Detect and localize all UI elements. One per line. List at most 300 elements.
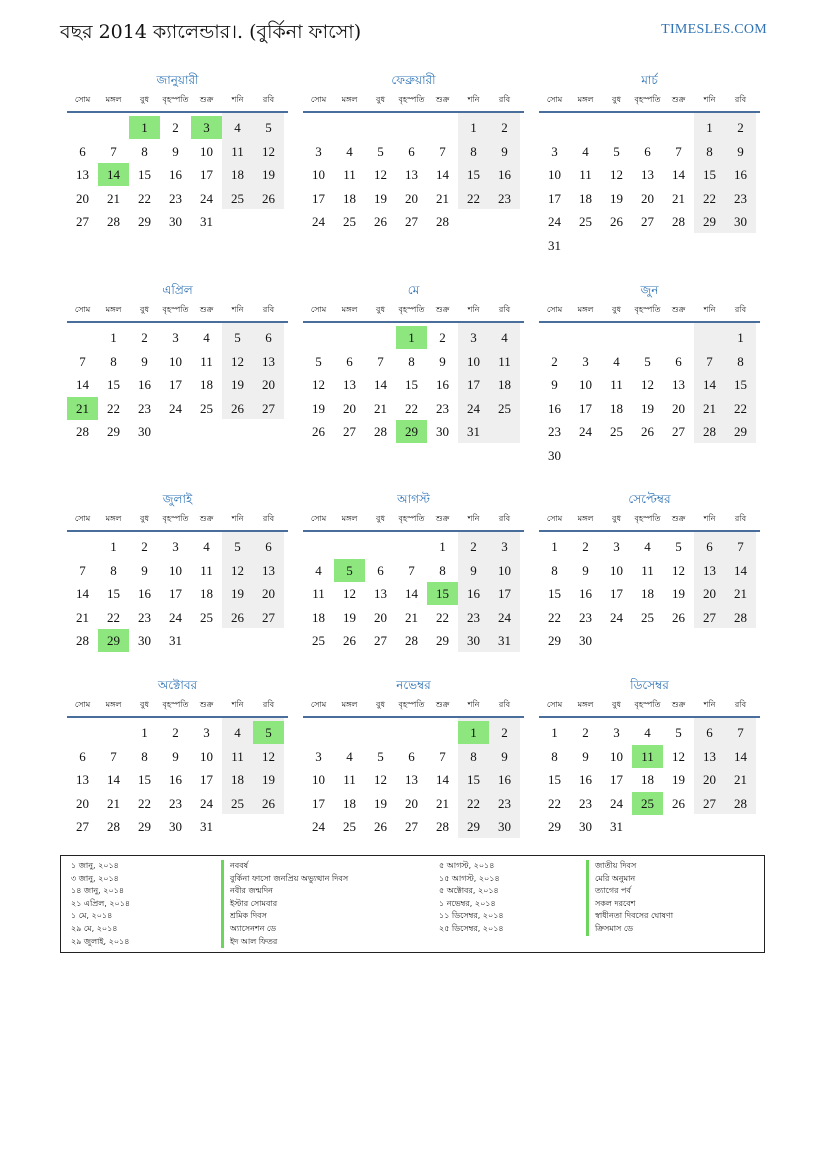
month-name: আগস্ট xyxy=(397,492,430,506)
day-cell: 6 xyxy=(265,330,272,345)
day-cell: 6 xyxy=(377,562,384,578)
day-cell: 3 xyxy=(582,353,589,369)
weekday-header xyxy=(303,513,524,529)
day-cell: 2 xyxy=(141,330,148,345)
weekday-label: বৃহস্পতি xyxy=(162,305,189,314)
day-cell: 5 xyxy=(675,539,682,554)
day-cell: 19 xyxy=(231,377,244,393)
day-cell: 4 xyxy=(203,539,210,554)
day-cell: 13 xyxy=(262,562,275,578)
holiday-name: অ্যাসেনশন ডে xyxy=(221,923,348,936)
day-cell: 13 xyxy=(343,377,356,393)
day-cell: 8 xyxy=(470,143,477,159)
day-cell: 19 xyxy=(641,400,654,416)
day-cell: 17 xyxy=(498,586,511,602)
day-cell: 28 xyxy=(374,424,387,440)
day-cell: 15 xyxy=(548,586,561,602)
day-cell: 2 xyxy=(501,120,508,135)
weekday-label: শনি xyxy=(467,700,480,709)
holiday-date: ১৪ জানু, ২০১৪ xyxy=(71,886,125,896)
day-cell: 14 xyxy=(405,586,418,602)
day-cell: 8 xyxy=(141,748,148,764)
day-cell: 7 xyxy=(439,748,446,764)
day-cell: 2 xyxy=(470,539,477,554)
day-cell: 27 xyxy=(641,214,654,230)
day-cell: 11 xyxy=(343,772,356,788)
day-cell: 21 xyxy=(436,795,449,811)
holiday-name: স্বাধীনতা দিবসের ঘোষণা xyxy=(586,910,673,923)
month-name: ফেব্রুয়ারী xyxy=(391,73,436,87)
day-cell: 23 xyxy=(467,609,480,625)
weekday-label: শনি xyxy=(467,95,480,104)
day-cell: 24 xyxy=(610,795,623,811)
day-cell: 28 xyxy=(76,424,89,440)
day-cell: 15 xyxy=(405,377,418,393)
day-cell: 29 xyxy=(138,214,151,230)
day-cell: 28 xyxy=(734,795,747,811)
holiday-date: ১ জানু, ২০১৪ xyxy=(71,861,119,870)
day-cell: 22 xyxy=(548,795,561,811)
day-cell: 29 xyxy=(548,819,561,835)
day-cell: 4 xyxy=(644,539,651,554)
weekday-label: বুধ xyxy=(140,305,149,314)
day-cell: 11 xyxy=(343,167,356,183)
day-cell: 12 xyxy=(262,748,275,764)
day-cell: 16 xyxy=(436,377,449,393)
day-cell: 5 xyxy=(234,330,241,345)
day-cell: 26 xyxy=(672,609,685,625)
day-cell: 22 xyxy=(548,609,561,625)
day-cell: 9 xyxy=(737,143,744,159)
day-cell: 11 xyxy=(312,586,325,602)
day-cell: 23 xyxy=(169,795,182,811)
day-cell: 29 xyxy=(436,633,449,649)
holiday-day-cell: 15 xyxy=(427,582,458,605)
day-cell: 25 xyxy=(200,609,213,625)
day-cell: 30 xyxy=(169,819,182,835)
day-cell: 6 xyxy=(675,353,682,369)
day-cell: 29 xyxy=(138,819,151,835)
month-name: এপ্রিল xyxy=(162,283,193,297)
day-cell: 19 xyxy=(374,190,387,206)
weekday-label: শুক্র xyxy=(435,95,450,104)
day-cell: 12 xyxy=(610,167,623,183)
day-cell: 26 xyxy=(262,795,275,811)
day-cell: 12 xyxy=(343,586,356,602)
day-cell: 11 xyxy=(579,167,592,183)
month-name: জানুয়ারী xyxy=(156,73,199,87)
day-cell: 4 xyxy=(644,725,651,740)
day-cell: 2 xyxy=(737,120,744,135)
weekday-label: বুধ xyxy=(376,305,385,314)
day-cell: 27 xyxy=(703,609,716,625)
day-cell: 7 xyxy=(377,353,384,369)
day-cell: 30 xyxy=(579,819,592,835)
day-cell: 13 xyxy=(76,167,89,183)
day-cell: 14 xyxy=(703,377,716,393)
holiday-name: ত্যাগের পর্ব xyxy=(586,885,673,898)
weekday-label: শুক্র xyxy=(435,514,450,523)
weekday-label: সোম xyxy=(74,95,91,104)
day-cell: 18 xyxy=(231,167,244,183)
day-cell: 30 xyxy=(138,633,151,649)
day-cell: 24 xyxy=(548,214,561,230)
weekday-label: রবি xyxy=(262,95,275,104)
day-cell: 14 xyxy=(734,748,747,764)
holiday-list xyxy=(60,855,765,953)
holiday-date: ৫ আগস্ট, ২০১৪ xyxy=(439,861,495,870)
day-cell: 13 xyxy=(641,167,654,183)
day-cell: 20 xyxy=(703,772,716,788)
weekday-label: মঙ্গল xyxy=(341,700,358,709)
day-cell: 4 xyxy=(346,143,353,159)
day-cell: 4 xyxy=(234,120,241,135)
day-cell: 2 xyxy=(551,353,558,369)
day-cell: 23 xyxy=(548,424,561,440)
day-cell: 15 xyxy=(467,167,480,183)
day-cell: 4 xyxy=(234,725,241,740)
day-cell: 5 xyxy=(234,539,241,554)
day-cell: 1 xyxy=(110,539,117,554)
day-cell: 12 xyxy=(672,748,685,764)
day-cell: 13 xyxy=(703,562,716,578)
day-cell: 24 xyxy=(498,609,511,625)
weekday-label: শুক্র xyxy=(671,514,686,523)
day-cell: 24 xyxy=(200,795,213,811)
holiday-day-cell: 1 xyxy=(129,116,160,139)
day-cell: 7 xyxy=(79,353,86,369)
day-cell: 20 xyxy=(703,586,716,602)
day-cell: 8 xyxy=(706,143,713,159)
day-cell: 29 xyxy=(734,424,747,440)
weekday-label: রবি xyxy=(734,700,747,709)
day-cell: 17 xyxy=(169,377,182,393)
holiday-date: ৫ অক্টোবর, ২০১৪ xyxy=(439,886,499,896)
day-cell: 22 xyxy=(436,609,449,625)
day-cell: 2 xyxy=(141,539,148,554)
day-cell: 28 xyxy=(436,214,449,230)
day-cell: 2 xyxy=(172,725,179,740)
day-cell: 18 xyxy=(200,377,213,393)
weekday-header xyxy=(539,513,760,529)
day-cell: 20 xyxy=(405,795,418,811)
weekday-label: মঙ্গল xyxy=(341,305,358,314)
holiday-name: ইস্টার সোমবার xyxy=(221,898,348,911)
day-cell: 26 xyxy=(672,795,685,811)
weekday-header xyxy=(539,304,760,320)
day-cell: 17 xyxy=(579,400,592,416)
weekday-label: মঙ্গল xyxy=(105,95,122,104)
day-cell: 30 xyxy=(579,633,592,649)
day-cell: 14 xyxy=(436,167,449,183)
day-cell: 16 xyxy=(498,167,511,183)
day-cell: 27 xyxy=(405,819,418,835)
day-cell: 16 xyxy=(169,772,182,788)
day-cell: 31 xyxy=(200,214,213,230)
day-cell: 27 xyxy=(76,214,89,230)
day-cell: 30 xyxy=(436,424,449,440)
day-cell: 31 xyxy=(498,633,511,649)
day-cell: 21 xyxy=(734,586,747,602)
weekday-label: বৃহস্পতি xyxy=(398,305,425,314)
day-cell: 15 xyxy=(467,772,480,788)
weekday-label: শনি xyxy=(231,514,244,523)
day-cell: 28 xyxy=(672,214,685,230)
day-cell: 25 xyxy=(498,400,511,416)
weekday-label: সোম xyxy=(310,514,327,523)
day-cell: 10 xyxy=(467,353,480,369)
holiday-name: শ্রমিক দিবস xyxy=(221,910,348,923)
holiday-date: ২৯ জুলাই, ২০১৪ xyxy=(71,936,130,946)
day-cell: 17 xyxy=(169,586,182,602)
day-cell: 29 xyxy=(107,424,120,440)
day-cell: 27 xyxy=(374,633,387,649)
day-cell: 5 xyxy=(265,120,272,135)
weekday-label: মঙ্গল xyxy=(105,700,122,709)
weekday-label: সোম xyxy=(310,305,327,314)
month-name: জুলাই xyxy=(162,492,193,506)
month-name: ডিসেম্বর xyxy=(630,678,669,692)
holiday-name: সকল দরবেশ xyxy=(586,898,673,911)
weekday-label: রবি xyxy=(262,700,275,709)
weekday-label: সোম xyxy=(310,95,327,104)
holiday-date: ১ নভেম্বর, ২০১৪ xyxy=(439,898,496,908)
holiday-day-cell: 5 xyxy=(334,559,365,582)
holiday-names-left xyxy=(221,860,348,948)
day-cell: 26 xyxy=(231,400,244,416)
day-cell: 4 xyxy=(346,748,353,764)
day-cell: 26 xyxy=(262,190,275,206)
day-cell: 26 xyxy=(374,819,387,835)
day-cell: 30 xyxy=(734,214,747,230)
day-cell: 25 xyxy=(610,424,623,440)
day-cell: 28 xyxy=(703,424,716,440)
day-cell: 25 xyxy=(312,633,325,649)
day-cell: 16 xyxy=(579,586,592,602)
weekday-label: রবি xyxy=(734,514,747,523)
day-cell: 13 xyxy=(405,167,418,183)
day-cell: 23 xyxy=(436,400,449,416)
weekday-label: রবি xyxy=(734,305,747,314)
day-cell: 13 xyxy=(405,772,418,788)
day-cell: 8 xyxy=(737,353,744,369)
day-cell: 19 xyxy=(672,772,685,788)
day-cell: 15 xyxy=(703,167,716,183)
day-cell: 6 xyxy=(408,143,415,159)
day-cell: 6 xyxy=(706,539,713,554)
day-cell: 1 xyxy=(439,539,446,554)
weekday-label: বৃহস্পতি xyxy=(634,514,661,523)
day-cell: 6 xyxy=(408,748,415,764)
weekday-label: রবি xyxy=(498,700,511,709)
weekday-label: বুধ xyxy=(140,514,149,523)
day-cell: 19 xyxy=(231,586,244,602)
day-cell: 14 xyxy=(76,586,89,602)
holiday-day-cell: 14 xyxy=(98,163,129,186)
weekday-label: মঙ্গল xyxy=(105,305,122,314)
day-cell: 22 xyxy=(138,190,151,206)
weekday-label: বৃহস্পতি xyxy=(162,700,189,709)
day-cell: 31 xyxy=(467,424,480,440)
day-cell: 30 xyxy=(548,448,561,463)
day-cell: 13 xyxy=(76,772,89,788)
day-cell: 22 xyxy=(467,190,480,206)
day-cell: 9 xyxy=(141,562,148,578)
day-cell: 19 xyxy=(262,772,275,788)
weekday-label: বুধ xyxy=(612,700,621,709)
day-cell: 10 xyxy=(610,562,623,578)
weekday-label: শুক্র xyxy=(435,700,450,709)
day-cell: 22 xyxy=(405,400,418,416)
weekday-label: সোম xyxy=(546,305,563,314)
weekday-label: সোম xyxy=(74,305,91,314)
weekday-header xyxy=(539,699,760,715)
day-cell: 6 xyxy=(79,748,86,764)
day-cell: 15 xyxy=(138,167,151,183)
day-cell: 26 xyxy=(610,214,623,230)
weekday-header xyxy=(539,94,760,110)
day-cell: 24 xyxy=(200,190,213,206)
day-cell: 18 xyxy=(498,377,511,393)
day-cell: 9 xyxy=(501,748,508,764)
day-cell: 27 xyxy=(262,609,275,625)
day-cell: 2 xyxy=(582,725,589,740)
holiday-name: ইদ আল ফিতর xyxy=(221,936,348,949)
holiday-name: বুর্কিনা ফাসো জনপ্রিয় অভ্যুত্থান দিবস xyxy=(221,873,348,886)
day-cell: 15 xyxy=(548,772,561,788)
holiday-date: ১ মে, ২০১৪ xyxy=(71,911,113,921)
day-cell: 20 xyxy=(262,586,275,602)
day-cell: 3 xyxy=(172,330,179,345)
day-cell: 21 xyxy=(672,190,685,206)
weekday-label: শনি xyxy=(231,95,244,104)
day-cell: 23 xyxy=(138,400,151,416)
day-cell: 17 xyxy=(312,795,325,811)
day-cell: 27 xyxy=(405,214,418,230)
weekday-header xyxy=(67,304,288,320)
day-cell: 21 xyxy=(405,609,418,625)
day-cell: 7 xyxy=(706,353,713,369)
weekday-label: বুধ xyxy=(140,95,149,104)
day-cell: 25 xyxy=(579,214,592,230)
weekday-label: সোম xyxy=(546,700,563,709)
day-cell: 7 xyxy=(737,725,744,740)
day-cell: 11 xyxy=(231,143,244,159)
holiday-date: ২৯ মে, ২০১৪ xyxy=(71,923,118,933)
day-cell: 12 xyxy=(231,353,244,369)
day-cell: 17 xyxy=(200,167,213,183)
day-cell: 1 xyxy=(551,539,558,554)
month-name: নভেম্বর xyxy=(396,678,431,692)
day-cell: 25 xyxy=(231,795,244,811)
day-cell: 11 xyxy=(498,353,511,369)
weekday-label: বৃহস্পতি xyxy=(398,700,425,709)
weekday-header xyxy=(67,513,288,529)
day-cell: 12 xyxy=(262,143,275,159)
day-cell: 28 xyxy=(107,819,120,835)
day-cell: 28 xyxy=(107,214,120,230)
day-cell: 21 xyxy=(76,609,89,625)
day-cell: 2 xyxy=(172,120,179,135)
day-cell: 22 xyxy=(734,400,747,416)
holiday-day-cell: 29 xyxy=(98,629,129,652)
holiday-names-right xyxy=(586,860,673,936)
day-cell: 20 xyxy=(343,400,356,416)
day-cell: 14 xyxy=(107,772,120,788)
day-cell: 10 xyxy=(169,562,182,578)
weekday-label: বুধ xyxy=(612,95,621,104)
weekday-label: বৃহস্পতি xyxy=(162,95,189,104)
day-cell: 10 xyxy=(548,167,561,183)
day-cell: 10 xyxy=(610,748,623,764)
day-cell: 31 xyxy=(169,633,182,649)
day-cell: 8 xyxy=(110,562,117,578)
day-cell: 6 xyxy=(346,353,353,369)
holiday-dates-right xyxy=(439,860,504,936)
day-cell: 15 xyxy=(107,377,120,393)
day-cell: 6 xyxy=(79,143,86,159)
month-name: মে xyxy=(407,283,420,297)
day-cell: 7 xyxy=(110,143,117,159)
day-cell: 13 xyxy=(703,748,716,764)
day-cell: 3 xyxy=(501,539,508,554)
weekday-label: মঙ্গল xyxy=(577,700,594,709)
day-cell: 11 xyxy=(200,562,213,578)
day-cell: 5 xyxy=(644,353,651,369)
day-cell: 18 xyxy=(200,586,213,602)
day-cell: 25 xyxy=(343,819,356,835)
day-cell: 8 xyxy=(141,143,148,159)
day-cell: 20 xyxy=(76,795,89,811)
day-cell: 28 xyxy=(734,609,747,625)
day-cell: 23 xyxy=(498,190,511,206)
weekday-label: রবি xyxy=(498,305,511,314)
weekday-label: শনি xyxy=(703,305,716,314)
day-cell: 24 xyxy=(579,424,592,440)
day-cell: 7 xyxy=(439,143,446,159)
weekday-header xyxy=(303,94,524,110)
day-cell: 14 xyxy=(76,377,89,393)
day-cell: 17 xyxy=(200,772,213,788)
day-cell: 23 xyxy=(498,795,511,811)
holiday-day-cell: 29 xyxy=(396,420,427,443)
day-cell: 18 xyxy=(641,772,654,788)
day-cell: 28 xyxy=(405,633,418,649)
day-cell: 18 xyxy=(231,772,244,788)
day-cell: 5 xyxy=(613,143,620,159)
day-cell: 13 xyxy=(374,586,387,602)
day-cell: 9 xyxy=(172,143,179,159)
day-cell: 7 xyxy=(675,143,682,159)
month-name: সেপ্টেম্বর xyxy=(628,492,671,506)
holiday-name: মেরি অনুমান xyxy=(586,873,673,886)
day-cell: 19 xyxy=(374,795,387,811)
day-cell: 24 xyxy=(312,214,325,230)
holiday-day-cell: 5 xyxy=(253,721,284,744)
day-cell: 19 xyxy=(262,167,275,183)
day-cell: 27 xyxy=(76,819,89,835)
weekday-label: সোম xyxy=(310,700,327,709)
day-cell: 5 xyxy=(315,353,322,369)
weekday-label: শুক্র xyxy=(671,700,686,709)
day-cell: 3 xyxy=(203,725,210,740)
day-cell: 4 xyxy=(501,330,508,345)
day-cell: 4 xyxy=(582,143,589,159)
brand-link[interactable]: TIMESLES.COM xyxy=(661,22,767,37)
holiday-name: নবীর জন্মদিন xyxy=(221,885,348,898)
day-cell: 7 xyxy=(79,562,86,578)
weekday-label: মঙ্গল xyxy=(577,95,594,104)
